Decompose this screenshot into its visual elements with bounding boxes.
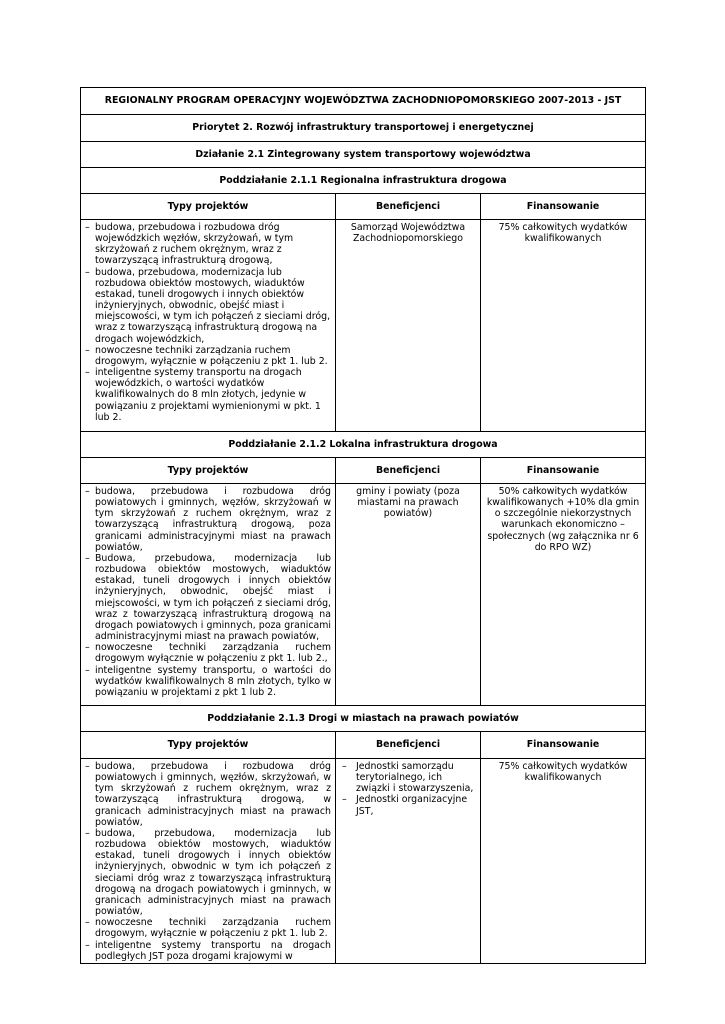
list-item: – nowoczesne techniki zarządzania ruchem drogowym wyłącznie w połączeniu z pkt 1. lub 2., <box>85 642 331 665</box>
list-item: – budowa, przebudowa i rozbudowa dróg powiatowych i gminnych, węzłów, skrzyżowań, w tym skrzyżowań z ruchem okrężnym, wraz z towarzyszącą infrastrukturą drogową, w granicach administracyjnych miast na prawach powiatów, <box>85 761 331 828</box>
column-header-types: Typy projektów <box>81 458 336 484</box>
project-types-cell <box>81 759 336 964</box>
table-row <box>81 484 646 706</box>
project-types-cell <box>81 220 336 432</box>
list-item: – budowa, przebudowa, modernizacja lub rozbudowa obiektów mostowych, wiaduktów estakad, tuneli drogowych i innych obiektów inżynieryjnych, obwodnic w tym ich połączeń z sieciami dróg wraz z towarzyszącą infrastrukturą drogową na drogach powiatowych i gminnych, w granicach administracyjnych miast na prawach powiatów, <box>85 827 331 918</box>
list-item: – inteligentne systemy transportu, o wartości do wydatków kwalifikowalnych 8 mln złotych, tylko w powiązaniu w projektami z pkt 1 lub 2. <box>85 664 331 698</box>
beneficiaries-cell <box>336 759 481 964</box>
action-heading: Działanie 2.1 Zintegrowany system transportowy województwa <box>81 142 646 168</box>
financing-cell: 75% całkowitych wydatków kwalifikowanych <box>481 220 646 432</box>
program-table <box>80 87 646 964</box>
subaction-heading: Poddziałanie 2.1.1 Regionalna infrastruktura drogowa <box>81 168 646 194</box>
column-header-financing: Finansowanie <box>481 194 646 220</box>
document-title: REGIONALNY PROGRAM OPERACYJNY WOJEWÓDZTWA ZACHODNIOPOMORSKIEGO 2007-2013 - JST <box>81 88 646 115</box>
financing-cell: 75% całkowitych wydatków kwalifikowanych <box>481 759 646 964</box>
beneficiaries-cell: gminy i powiaty (poza miastami na prawach powiatów) <box>336 484 481 706</box>
list-item: – budowa, przebudowa i rozbudowa dróg wojewódzkich węzłów, skrzyżowań, w tym skrzyżowań z ruchem okrężnym, wraz z towarzyszącą infrastrukturą drogową, <box>85 222 294 267</box>
financing-cell: 50% całkowitych wydatków kwalifikowanych +10% dla gmin o szczególnie niekorzystnych warunkach ekonomiczno – społecznych (wg załącznika nr 6 do RPO WZ) <box>481 484 646 706</box>
list-item: – budowa, przebudowa, modernizacja lub rozbudowa obiektów mostowych, wiaduktów estakad, tuneli drogowych i innych obiektów inżynieryjnych, obwodnic, obejść miast i miejscowości, w tym ich połączeń z sieciami dróg, wraz z towarzyszącą infrastrukturą drogową na drogach wojewódzkich, <box>85 266 331 345</box>
column-header-types: Typy projektów <box>81 194 336 220</box>
subaction-heading: Poddziałanie 2.1.3 Drogi w miastach na prawach powiatów <box>81 706 646 732</box>
list-item: – inteligentne systemy transportu na drogach podległych JST poza drogami krajowymi w <box>85 939 331 962</box>
priority-heading: Priorytet 2. Rozwój infrastruktury transportowej i energetycznej <box>81 115 646 142</box>
list-item: – Budowa, przebudowa, modernizacja lub rozbudowa obiektów mostowych, wiaduktów estakad, tuneli drogowych i innych obiektów inżynieryjnych, obwodnic, obejść miast i miejscowości, w tym ich połączeń z sieciami dróg, wraz z towarzyszącą infrastrukturą drogową na drogach powiatowych i gminnych, poza granicami administracyjnymi miast na prawach powiatów, <box>85 552 331 643</box>
list-item: – nowoczesne techniki zarządzania ruchem drogowym, wyłącznie w połączeniu z pkt 1. lub 2. <box>85 344 328 367</box>
list-item: – Jednostki organizacyjne JST, <box>342 794 468 817</box>
column-header-beneficiaries: Beneficjenci <box>336 458 481 484</box>
column-header-types: Typy projektów <box>81 732 336 759</box>
table-row <box>81 220 646 432</box>
project-types-cell <box>81 484 336 706</box>
list-item: – nowoczesne techniki zarządzania ruchem drogowym, wyłącznie w połączeniu z pkt 1. lub 2. <box>85 917 331 940</box>
column-header-financing: Finansowanie <box>481 732 646 759</box>
column-header-beneficiaries: Beneficjenci <box>336 732 481 759</box>
beneficiaries-cell: Samorząd Województwa Zachodniopomorskiego <box>336 220 481 432</box>
subaction-heading: Poddziałanie 2.1.2 Lokalna infrastruktura drogowa <box>81 432 646 458</box>
document-page <box>80 87 645 964</box>
list-item: – budowa, przebudowa i rozbudowa dróg powiatowych i gminnych, węzłów, skrzyżowań w tym skrzyżowań z ruchem okrężnym, wraz z towarzyszącą infrastrukturą drogową, poza granicami administracyjnymi miast na prawach powiatów, <box>85 486 331 553</box>
column-header-beneficiaries: Beneficjenci <box>336 194 481 220</box>
column-header-financing: Finansowanie <box>481 458 646 484</box>
list-item: – inteligentne systemy transportu na drogach wojewódzkich, o wartości wydatków kwalifikowalnych do 8 mln złotych, jedynie w powiązaniu z projektami wymienionymi w pkt. 1 lub 2. <box>85 367 321 423</box>
list-item: – Jednostki samorządu terytorialnego, ich związki i stowarzyszenia, <box>342 761 474 795</box>
table-row <box>81 759 646 964</box>
